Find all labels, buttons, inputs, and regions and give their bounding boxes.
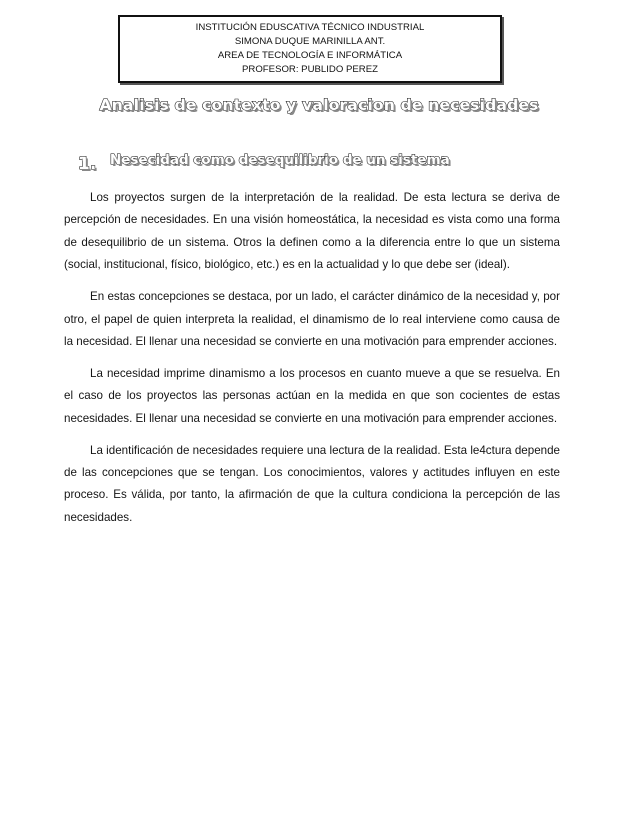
paragraph: En estas concepciones se destaca, por un lado, el carácter dinámico de la necesidad y, por otro, el papel de quien interpreta la realidad, el dinamismo de lo real interviene como causa de la necesidad. El llenar una necesidad se convierte en una motivación para emprender acciones. bbox=[64, 290, 560, 348]
paragraph: La necesidad imprime dinamismo a los procesos en cuanto mueve a que se resuelva. En el caso de los proyectos las personas actúan en la medida en que son cocientes de estas necesidades. El llenar una necesidad se convierte en una motivación para emprender acciones. bbox=[64, 366, 560, 425]
section-heading bbox=[78, 149, 450, 174]
header-subject-area: AREA DE TECNOLOGÍA E INFORMÁTICA bbox=[217, 50, 403, 61]
section-number: 1. bbox=[78, 154, 97, 174]
document-title: Analisis de contexto y valoracion de necesidades bbox=[99, 96, 539, 114]
paragraph: La identificación de necesidades requiere una lectura de la realidad. Esta le4ctura depende de las concepciones que se tengan. Los conocimientos, valores y actitudes influyen en este proceso. Es válida, por tanto, la afirmación de que la cultura condiciona la percepción de las necesidades. bbox=[64, 443, 560, 524]
paragraph: Los proyectos surgen de la interpretación de la realidad. De esta lectura se deriva de percepción de necesidades. En una visión homeostática, la necesidad es vista como una forma de desequilibrio de un sistema. Otros la definen como a la diferencia entre lo que un sistema (social, institucional, físico, biológico, etc.) es en la actualidad y lo que debe ser (ideal). bbox=[64, 191, 560, 272]
header-teacher: PROFESOR: PUBLIDO PEREZ bbox=[242, 64, 378, 75]
header-institution-name: INSTITUCIÓN EDUSCATIVA TÉCNICO INDUSTRIAL bbox=[195, 22, 425, 33]
institution-header-box bbox=[118, 15, 502, 83]
header-institution-location: SIMONA DUQUE MARINILLA ANT. bbox=[234, 36, 386, 47]
body-text bbox=[64, 187, 560, 539]
section-title: Nesecidad como desequilibrio de un sistema bbox=[109, 152, 450, 168]
